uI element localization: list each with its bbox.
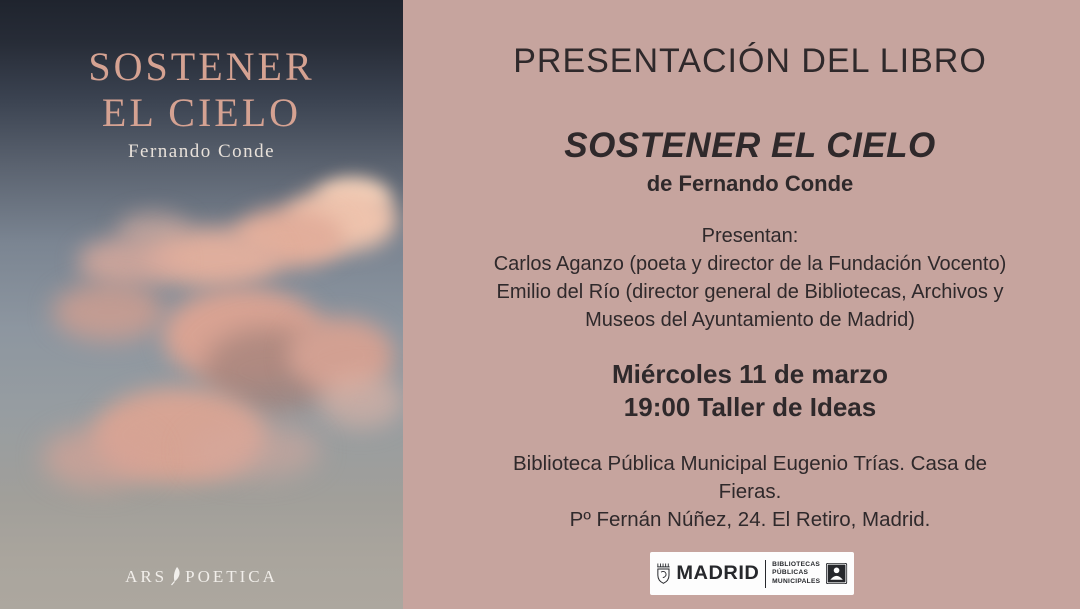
- event-book-author: de Fernando Conde: [646, 171, 854, 196]
- venue-name: Biblioteca Pública Municipal Eugenio Trías. Casa de Fieras.: [512, 452, 988, 503]
- event-panel: [403, 0, 1080, 609]
- madrid-wordmark: MADRID: [676, 562, 760, 584]
- event-time: 19:00 Taller de Ideas: [623, 392, 877, 422]
- event-book-title: SOSTENER EL CIELO: [564, 126, 936, 165]
- presenters-block: [420, 222, 1080, 334]
- cover-title-line2: EL CIELO: [101, 90, 302, 135]
- venue-address: Pº Fernán Núñez, 24. El Retiro, Madrid.: [569, 508, 931, 531]
- org-line-3: MUNICIPALES: [772, 577, 821, 585]
- presenters-label: Presentan:: [701, 225, 799, 247]
- madrid-libraries-logo: [650, 552, 854, 595]
- venue-block: [420, 450, 1080, 534]
- book-cover: [0, 0, 403, 609]
- org-line-1: BIBLIOTECAS: [772, 560, 821, 568]
- libraries-org-text: [772, 561, 820, 587]
- clouds-photo: [0, 180, 403, 490]
- person-reading-icon: [826, 560, 847, 587]
- publisher-word-ars: ARS: [125, 567, 168, 586]
- cover-author: Fernando Conde: [127, 141, 276, 162]
- event-header: PRESENTACIÓN DEL LIBRO: [513, 42, 987, 80]
- event-date: Miércoles 11 de marzo: [611, 359, 889, 389]
- cover-title-line1: SOSTENER: [88, 44, 315, 89]
- presenter-2: Emilio del Río (director general de Bibliotecas, Archivos y Museos del Ayuntamiento de Madrid): [496, 281, 1004, 331]
- logo-divider: [765, 560, 766, 588]
- publisher-logo: [0, 566, 403, 588]
- madrid-crest-icon: [656, 559, 671, 589]
- datetime-block: [420, 358, 1080, 424]
- feather-quill-icon: [165, 566, 185, 586]
- org-line-2: PÚBLICAS: [772, 569, 809, 577]
- cover-title: [0, 44, 403, 136]
- publisher-word-poetica: POETICA: [185, 567, 278, 586]
- presenter-1: Carlos Aganzo (poeta y director de la Fundación Vocento): [493, 253, 1007, 275]
